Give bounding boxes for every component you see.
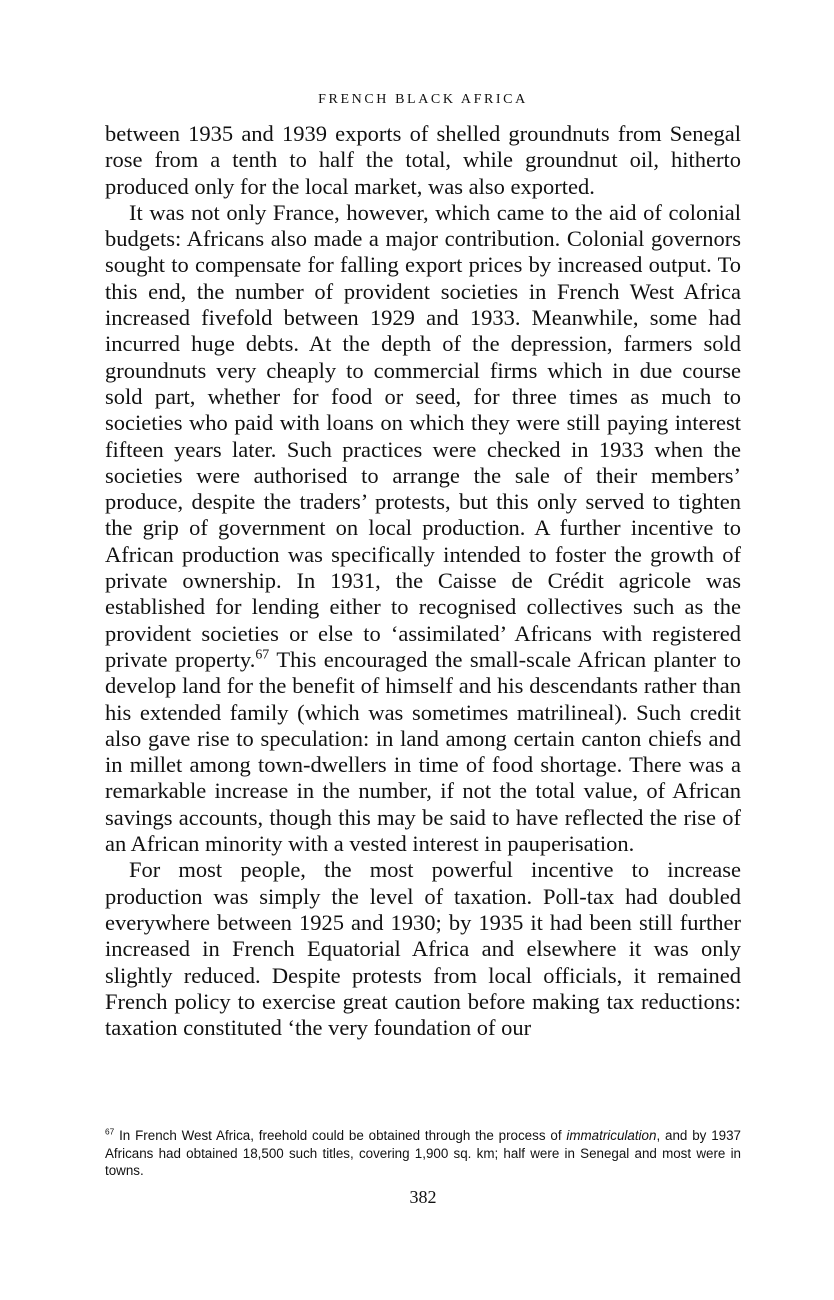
main-text	[105, 121, 741, 1041]
paragraph-1: between 1935 and 1939 exports of shelled groundnuts from Senegal rose from a tenth to half the total, while groundnut oil, hitherto produced only for the local market, was also exported.	[105, 121, 741, 199]
paragraph-2-part-b: This encouraged the small-scale African planter to develop land for the benefit of himself and his descendants rather than his extended family (which was sometimes matrilineal). Such credit also gave rise to speculation: in land among certain canton chiefs and in millet among town-dwellers in time of food shortage. There was a remarkable increase in the number, if not the total value, of African savings accounts, though this may be said to have reflected the rise of an African minority with a vested interest in pauperisation.	[105, 646, 741, 857]
paragraph-2	[105, 200, 741, 857]
footnote	[105, 1127, 741, 1180]
paragraph-3: For most people, the most powerful incentive to increase production was simply the level of taxation. Poll-tax had doubled everywhere between 1925 and 1930; by 1935 it had been still further increased in French Equatorial Africa and elsewhere it was only slightly reduced. Despite protests from local officials, it remained French policy to exercise great caution before making tax reductions: taxation constituted ‘the very foundation of our	[105, 857, 741, 1041]
footnote-reference: 67	[255, 647, 270, 663]
page-number: 382	[409, 1187, 437, 1207]
footnote-term: immatriculation	[566, 1128, 657, 1143]
running-head: FRENCH BLACK AFRICA	[318, 92, 528, 107]
paragraph-2-part-a: It was not only France, however, which came to the aid of colonial budgets: Africans also made a major contribution. Colonial governors sought to compensate for falling export prices by increased output. To this end, the number of provident societies in French West Africa increased fivefold between 1929 and 1933. Meanwhile, some had incurred huge debts. At the depth of the depression, farmers sold groundnuts very cheaply to commercial firms which in due course sold part, whether for food or seed, for three times as much to societies who paid with loans on which they were still paying interest fifteen years later. Such practices were checked in 1933 when the societies were authorised to arrange the sale of their members’ produce, despite the traders’ protests, but this only served to tighten the grip of government on local production. A further incentive to African production was specifically intended to foster the growth of private ownership. In 1931, the Caisse de Crédit agricole was established for lending either to recognised collectives such as the provident societies or else to ‘assimilated’ Africans with registered private property.	[105, 199, 741, 672]
footnote-text-a: In French West Africa, freehold could be obtained through the process of	[114, 1128, 567, 1143]
footnote-number: 67	[105, 1126, 115, 1137]
book-page	[105, 0, 741, 1300]
footnote-text-b: , and by 1937 Africans had obtained 18,500 such titles, covering 1,900 sq. km; half were in Senegal and most were in towns.	[105, 1128, 741, 1178]
